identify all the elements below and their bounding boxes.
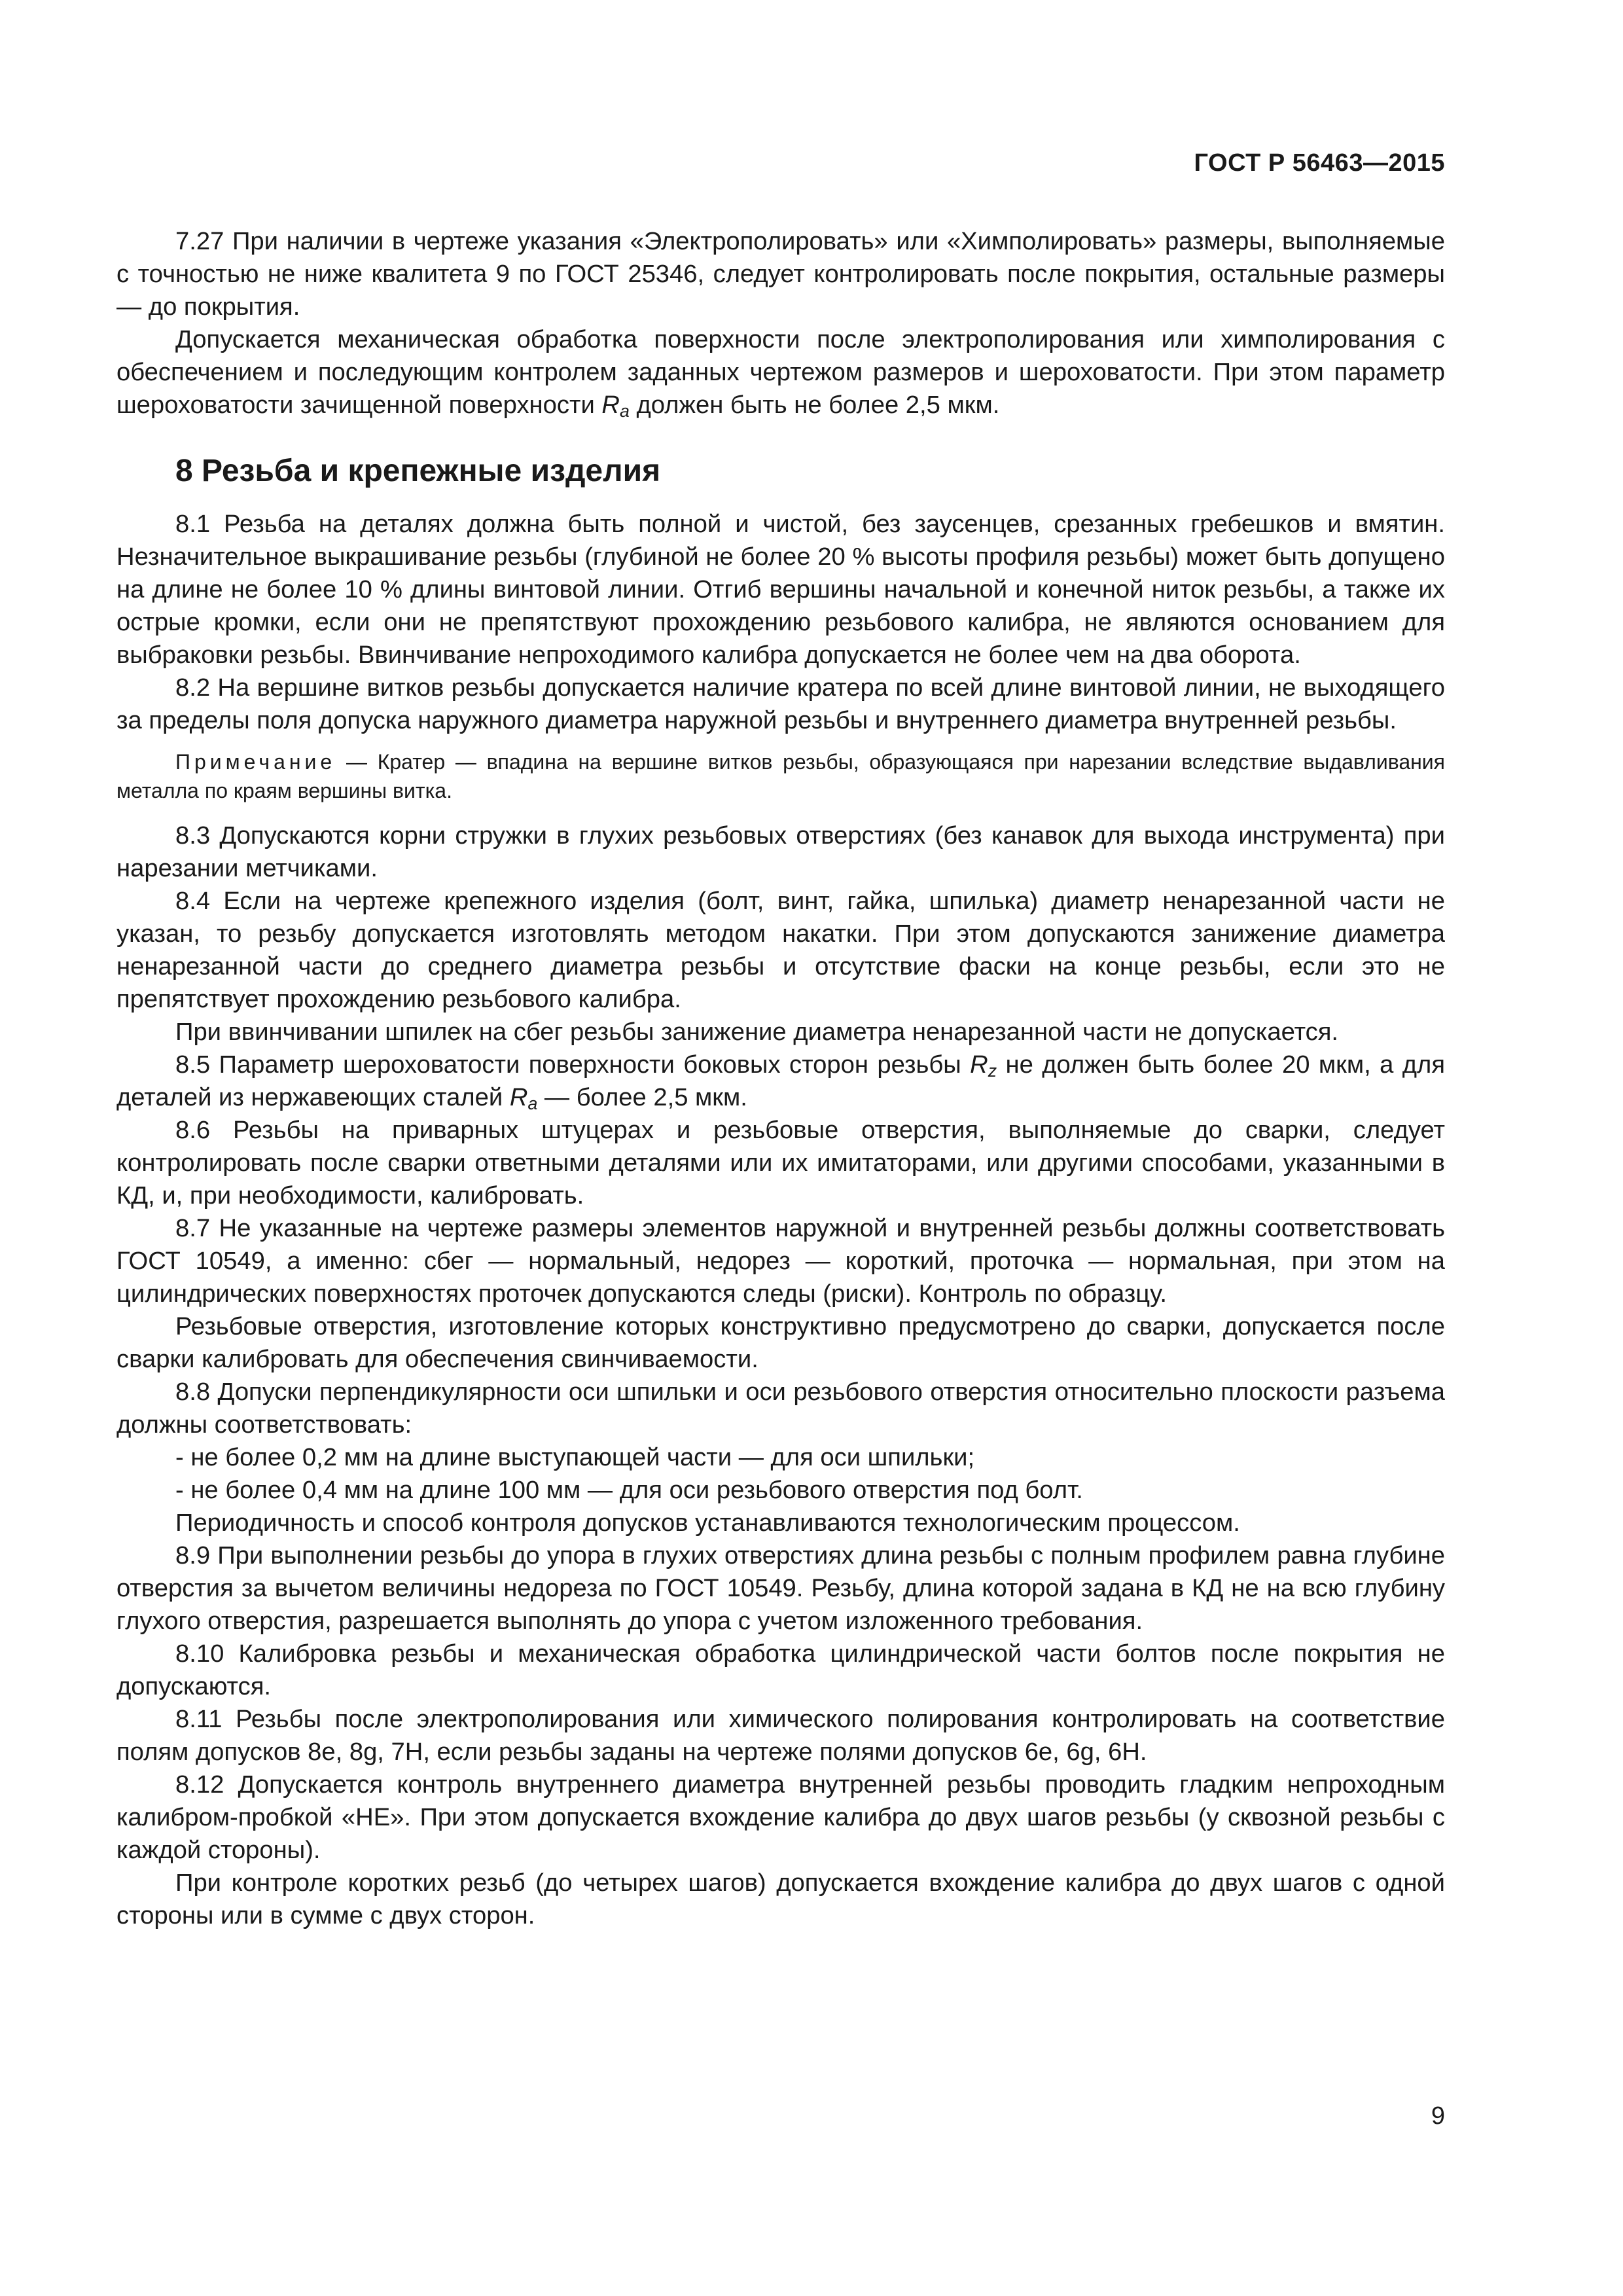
section-title-8: 8 Резьба и крепежные изделия [175, 454, 661, 488]
document-body [116, 225, 1445, 1932]
standard-code-header: ГОСТ Р 56463—2015 [1194, 149, 1445, 177]
paragraph-text: не должен быть более 20 мкм, а для деталей из нержавеющих сталей [116, 1050, 1445, 1111]
paragraph-text: — более 2,5 мкм. [537, 1083, 747, 1111]
paragraph-8-6: 8.6 Резьбы на приварных штуцерах и резьбовые отверстия, выполняемые до сварки, следует контролировать после сварки ответными деталями или их имитаторами, или другими способами, указанными в КД, и, при необходимости, калибровать. [116, 1116, 1445, 1210]
paragraph-8-7: 8.7 Не указанные на чертеже размеры элементов наружной и внутренней резьбы должны соответствовать ГОСТ 10549, а именно: сбег — нормальный, недорез — короткий, проточка — нормальная, при этом на цилиндрических поверхностях проточек допускаются следы (риски). Контроль по образцу. [116, 1214, 1445, 1308]
paragraph-8-12: 8.12 Допускается контроль внутреннего диаметра внутренней резьбы проводить гладким непроходным калибром-пробкой «НЕ». При этом допускается вхождение калибра до двух шагов резьбы (у сквозной резьбы с каждой стороны). [116, 1770, 1445, 1864]
paragraph-8-3: 8.3 Допускаются корни стружки в глухих резьбовых отверстиях (без канавок для выхода инструмента) при нарезании метчиками. [116, 821, 1445, 882]
paragraph-8-12-continued: При контроле коротких резьб (до четырех шагов) допускается вхождение калибра до двух шагов с одной стороны или в сумме с двух сторон. [116, 1869, 1445, 1929]
paragraph-text: 8.5 Параметр шероховатости поверхности боковых сторон резьбы [175, 1050, 971, 1079]
paragraph-8-4-continued: При ввинчивании шпилек на сбег резьбы занижение диаметра ненарезанной части не допускается. [175, 1018, 1339, 1046]
note [116, 747, 1445, 805]
page-number: 9 [1431, 2102, 1445, 2130]
paragraph-7-27-continued [116, 323, 1445, 422]
paragraph-8-2: 8.2 На вершине витков резьбы допускается наличие кратера по всей длине винтовой линии, не выходящего за пределы поля допуска наружного диаметра наружной резьбы и внутреннего диаметра внутренней резьбы. [116, 673, 1445, 734]
paragraph-7-27: 7.27 При наличии в чертеже указания «Электрополировать» или «Химполировать» размеры, выполняемые с точностью не ниже квалитета 9 по ГОСТ 25346, следует контролировать после покрытия, остальные размеры — до покрытия. [116, 227, 1445, 321]
paragraph-8-11: 8.11 Резьбы после электрополирования или химического полирования контролировать на соответствие полям допусков 8е, 8g, 7Н, если резьбы заданы на чертеже полями допусков 6е, 6g, 6Н. [116, 1705, 1445, 1766]
paragraph-8-1: 8.1 Резьба на деталях должна быть полной и чистой, без заусенцев, срезанных гребешков и вмятин. Незначительное выкрашивание резьбы (глубиной не более 20 % высоты профиля резьбы) может быть допущено на длине не более 10 % длины винтовой линии. Отгиб вершины начальной и конечной ниток резьбы, а также их острые кромки, если они не препятствуют прохождению резьбового калибра, не являются основанием для выбраковки резьбы. Ввинчивание непроходимого калибра допускается не более чем на два оборота. [116, 510, 1445, 669]
roughness-subscript: a [619, 401, 630, 421]
list-item: - не более 0,2 мм на длине выступающей части — для оси шпильки; [175, 1443, 975, 1471]
note-label: Примечание [175, 750, 336, 774]
note-text: — Кратер — впадина на вершине витков резьбы, образующаяся при нарезании вследствие выдавливания металла по краям вершины витка. [116, 750, 1445, 802]
paragraph-8-7-continued: Резьбовые отверстия, изготовление которых конструктивно предусмотрено до сварки, допускается после сварки калибровать для обеспечения свинчиваемости. [116, 1312, 1445, 1373]
paragraph-8-9: 8.9 При выполнении резьбы до упора в глухих отверстиях длина резьбы с полным профилем равна глубине отверстия за вычетом величины недореза по ГОСТ 10549. Резьбу, длина которой задана в КД не на всю глубину глухого отверстия, разрешается выполнять до упора с учетом изложенного требования. [116, 1541, 1445, 1635]
roughness-subscript: z [988, 1061, 997, 1081]
roughness-subscript: a [527, 1094, 538, 1113]
paragraph-8-8: 8.8 Допуски перпендикулярности оси шпильки и оси резьбового отверстия относительно плоскости разъема должны соответствовать: [116, 1378, 1445, 1439]
paragraph-8-5 [116, 1049, 1445, 1114]
roughness-symbol: R [970, 1050, 988, 1079]
roughness-symbol: R [601, 391, 620, 419]
paragraph-8-10: 8.10 Калибровка резьбы и механическая обработка цилиндрической части болтов после покрытия не допускаются. [116, 1640, 1445, 1700]
paragraph-8-4: 8.4 Если на чертеже крепежного изделия (болт, винт, гайка, шпилька) диаметр ненарезанной части не указан, то резьбу допускается изготовлять методом накатки. При этом допускаются занижение диаметра ненарезанной части до среднего диаметра резьбы и отсутствие фаски на конце резьбы, если это не препятствует прохождению резьбового калибра. [116, 887, 1445, 1013]
paragraph-8-8-continued: Периодичность и способ контроля допусков устанавливаются технологическим процессом. [175, 1509, 1240, 1537]
roughness-symbol: R [509, 1083, 528, 1111]
list-item: - не более 0,4 мм на длине 100 мм — для оси резьбового отверстия под болт. [175, 1476, 1083, 1504]
paragraph-text: Допускается механическая обработка поверхности после электрополирования или химполирования с обеспечением и последующим контролем заданных чертежом размеров и шероховатости. При этом параметр шероховатости зачищенной поверхности [116, 325, 1445, 419]
paragraph-text: должен быть не более 2,5 мкм. [629, 391, 1000, 419]
